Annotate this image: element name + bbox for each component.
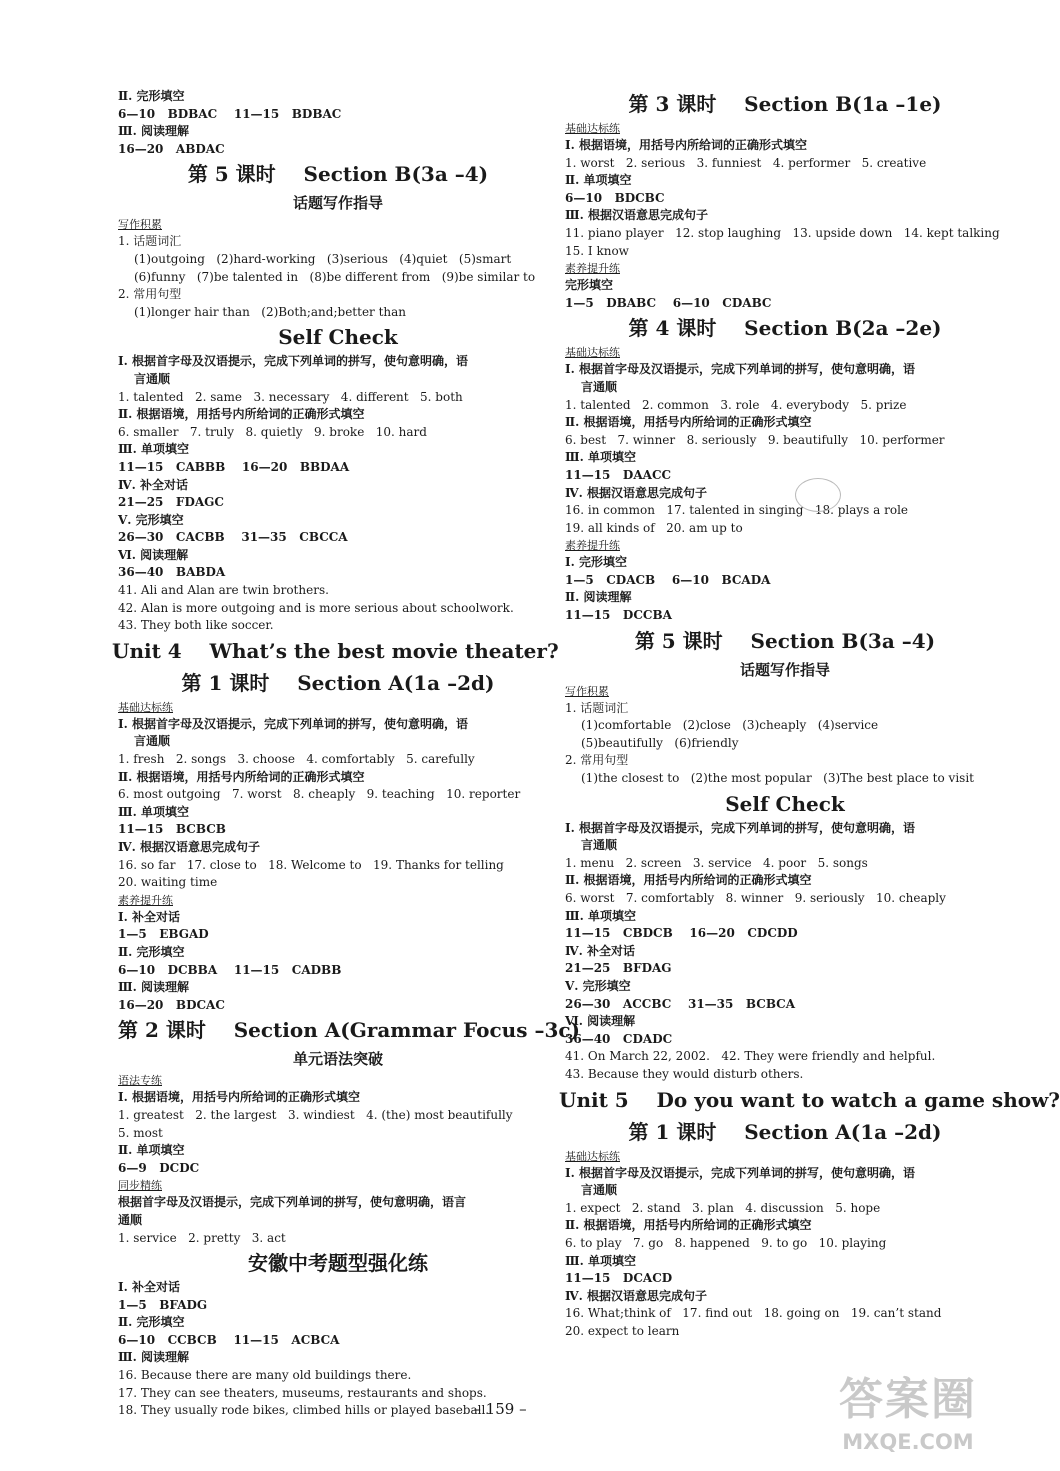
answer-line: 11. piano player 12. stop laughing 13. upside down 14. kept talking <box>565 225 1000 240</box>
right-column <box>559 88 1060 1340</box>
answer-line: 6. smaller 7. truly 8. quietly 9. broke 10. hard <box>118 424 427 439</box>
lesson-title: 第 1 课时 Section A(1a –2d) <box>181 670 495 695</box>
question-heading: Ⅳ. 根据汉语意思完成句子 <box>565 485 707 500</box>
answer-line: 16. Because there are many old buildings there. <box>118 1368 412 1383</box>
question-heading: Ⅲ. 单项填空 <box>118 442 189 457</box>
lesson-title: 第 5 课时 Section B(3a –4) <box>634 628 936 653</box>
question-heading: 根据首字母及汉语提示，完成下列单词的拼写，使句意明确，语言 <box>118 1195 467 1210</box>
answer-line: 43. They both like soccer. <box>118 618 274 633</box>
answer-line: 20. expect to learn <box>565 1323 680 1338</box>
question-heading: 36—40 BABDA <box>118 565 226 580</box>
question-heading-continued: 言通顺 <box>581 379 618 394</box>
question-heading: 26—30 ACCBC 31—35 BCBCA <box>565 996 796 1011</box>
question-heading: 1—5 BFADG <box>118 1297 208 1312</box>
lesson-title: 第 5 课时 Section B(3a –4) <box>187 162 489 187</box>
practice-label: 语法专练 <box>118 1074 162 1088</box>
question-heading: Ⅰ. 补全对话 <box>118 909 180 924</box>
question-heading: 36—40 CDADC <box>565 1031 673 1046</box>
question-heading: Ⅰ. 根据首字母及汉语提示，完成下列单词的拼写，使句意明确，语 <box>565 362 915 377</box>
answer-line: 15. I know <box>565 243 629 258</box>
page-number: – 159 – <box>473 1400 527 1418</box>
question-heading: Ⅱ. 根据语境，用括号内所给词的正确形式填空 <box>565 873 812 888</box>
question-heading: Ⅰ. 根据首字母及汉语提示，完成下列单词的拼写，使句意明确，语 <box>565 820 915 835</box>
question-heading: Ⅱ. 单项填空 <box>118 1143 185 1158</box>
unit-title: Unit 5 Do you want to watch a game show? <box>559 1087 1060 1112</box>
question-heading: Ⅲ. 单项填空 <box>118 804 189 819</box>
question-heading: 26—30 CACBB 31—35 CBCCA <box>118 530 348 545</box>
practice-label: 基础达标练 <box>118 700 173 714</box>
practice-label: 基础达标练 <box>565 122 620 135</box>
lesson-title: Self Check <box>278 325 398 350</box>
answer-line: 2. 常用句型 <box>118 287 182 302</box>
answer-line: 41. Ali and Alan are twin brothers. <box>118 583 329 598</box>
question-heading: 完形填空 <box>565 278 614 293</box>
question-heading: 16—20 BDCAC <box>118 997 225 1012</box>
unit-title: Unit 4 What’s the best movie theater? <box>112 638 559 663</box>
question-heading: Ⅲ. 阅读理解 <box>118 1350 189 1365</box>
answer-line: 5. most <box>118 1125 163 1140</box>
answer-line: 1. talented 2. common 3. role 4. everybody 5. prize <box>565 397 907 412</box>
answer-line: 19. all kinds of 20. am up to <box>565 520 743 535</box>
lesson-title: 第 2 课时 Section A(Grammar Focus –3c) <box>118 1018 581 1043</box>
answer-line: 43. Because they would disturb others. <box>565 1066 804 1081</box>
answer-line: 42. Alan is more outgoing and is more serious about schoolwork. <box>118 600 514 615</box>
question-heading: Ⅰ. 完形填空 <box>565 555 627 570</box>
answer-line-indented: (1)longer hair than (2)Both;and;better than <box>134 304 407 319</box>
question-heading: Ⅳ. 补全对话 <box>118 477 188 492</box>
question-heading: Ⅴ. 完形填空 <box>565 978 631 993</box>
answer-line: 1. greatest 2. the largest 3. windiest 4. (the) most beautifully <box>118 1107 513 1122</box>
answer-line-indented: (6)funny (7)be talented in (8)be different from (9)be similar to <box>134 269 536 284</box>
question-heading: 1—5 DBABC 6—10 CDABC <box>565 295 772 310</box>
question-heading: 6—10 CCBCB 11—15 ACBCA <box>118 1332 340 1347</box>
section-subtitle: 话题写作指导 <box>292 194 383 213</box>
question-heading: 1—5 EBGAD <box>118 927 209 942</box>
answer-line: 16. What;think of 17. find out 18. going on 19. can’t stand <box>565 1306 942 1321</box>
answer-line: 1. expect 2. stand 3. plan 4. discussion 5. hope <box>565 1200 881 1215</box>
answer-line: 1. worst 2. serious 3. funniest 4. performer 5. creative <box>565 155 927 170</box>
question-heading: 11—15 DAACC <box>565 467 672 482</box>
watermark-url: MXQE.COM <box>842 1430 974 1454</box>
question-heading: 11—15 BCBCB <box>118 822 226 837</box>
lesson-title: 第 1 课时 Section A(1a –2d) <box>628 1119 942 1144</box>
answer-line: 17. They can see theaters, museums, restaurants and shops. <box>118 1385 487 1400</box>
question-heading: 1—5 CDACB 6—10 BCADA <box>565 572 771 587</box>
question-heading: Ⅵ. 阅读理解 <box>565 1014 636 1029</box>
answer-line: 16. in common 17. talented in singing 18. plays a role <box>565 503 909 518</box>
answer-line: 18. They usually rode bikes, climbed hills or played baseball. <box>118 1403 490 1418</box>
answer-line: 1. 话题词汇 <box>565 700 629 715</box>
question-heading: Ⅰ. 补全对话 <box>118 1280 180 1295</box>
question-heading: Ⅲ. 单项填空 <box>565 908 636 923</box>
question-heading: Ⅱ. 根据语境，用括号内所给词的正确形式填空 <box>118 769 365 784</box>
question-heading: 通顺 <box>118 1212 143 1227</box>
lesson-title: 第 3 课时 Section B(1a –1e) <box>628 92 942 116</box>
answer-line: 1. talented 2. same 3. necessary 4. different 5. both <box>118 389 463 404</box>
question-heading: 11—15 CABBB 16—20 BBDAA <box>118 459 350 474</box>
question-heading: Ⅱ. 完形填空 <box>118 1315 185 1330</box>
practice-label: 写作积累 <box>118 218 162 232</box>
answer-line: 41. On March 22, 2002. 42. They were friendly and helpful. <box>565 1049 936 1064</box>
question-heading: Ⅲ. 单项填空 <box>565 1253 636 1268</box>
answer-line: 6. to play 7. go 8. happened 9. to go 10. playing <box>565 1235 887 1250</box>
question-heading: Ⅵ. 阅读理解 <box>118 547 189 562</box>
site-watermark <box>828 1371 988 1463</box>
question-heading-continued: 言通顺 <box>581 1183 618 1198</box>
question-heading: Ⅴ. 完形填空 <box>118 512 184 527</box>
question-heading: 6—10 DCBBA 11—15 CADBB <box>118 962 342 977</box>
question-heading: Ⅰ. 根据语境，用括号内所给词的正确形式填空 <box>118 1090 360 1105</box>
question-heading: Ⅲ. 根据汉语意思完成句子 <box>565 208 708 223</box>
answer-line-indented: (1)the closest to (2)the most popular (3)The best place to visit <box>581 771 974 786</box>
question-heading: Ⅳ. 根据汉语意思完成句子 <box>565 1288 707 1303</box>
practice-label: 基础达标练 <box>565 346 620 360</box>
practice-label: 基础达标练 <box>565 1149 620 1163</box>
practice-label: 写作积累 <box>565 684 609 698</box>
answer-line: 2. 常用句型 <box>565 753 629 768</box>
question-heading: Ⅳ. 根据汉语意思完成句子 <box>118 840 260 854</box>
answer-line: 1. 话题词汇 <box>118 234 182 249</box>
question-heading-continued: 言通顺 <box>134 734 171 749</box>
question-heading: 21—25 FDAGC <box>118 495 224 510</box>
watermark-logo: 答案圈 <box>839 1374 977 1425</box>
question-heading: Ⅰ. 根据首字母及汉语提示，完成下列单词的拼写，使句意明确，语 <box>118 354 468 369</box>
question-heading: Ⅰ. 根据语境，用括号内所给词的正确形式填空 <box>565 138 807 152</box>
answer-line: 1. fresh 2. songs 3. choose 4. comfortably 5. carefully <box>118 752 475 767</box>
lesson-title: 第 4 课时 Section B(2a –2e) <box>628 316 942 341</box>
question-heading: Ⅱ. 完形填空 <box>118 89 185 103</box>
answer-line-indented: (1)comfortable (2)close (3)cheaply (4)service <box>581 718 879 733</box>
question-heading: Ⅳ. 补全对话 <box>565 943 635 958</box>
question-heading: Ⅱ. 根据语境，用括号内所给词的正确形式填空 <box>565 415 812 430</box>
question-heading: 21—25 BFDAG <box>565 961 672 976</box>
question-heading: Ⅰ. 根据首字母及汉语提示，完成下列单词的拼写，使句意明确，语 <box>565 1165 915 1180</box>
answer-line: 6. best 7. winner 8. seriously 9. beautifully 10. performer <box>565 432 945 447</box>
question-heading: Ⅲ. 阅读理解 <box>118 124 189 139</box>
practice-label: 素养提升练 <box>565 539 620 553</box>
answer-line: 1. menu 2. screen 3. service 4. poor 5. songs <box>565 855 868 870</box>
question-heading: 11—15 CBDCB 16—20 CDCDD <box>565 926 798 941</box>
answer-line: 16. so far 17. close to 18. Welcome to 19. Thanks for telling <box>118 857 504 872</box>
question-heading: Ⅱ. 根据语境，用括号内所给词的正确形式填空 <box>565 1218 812 1233</box>
answer-line-indented: (5)beautifully (6)friendly <box>581 735 739 750</box>
question-heading: Ⅲ. 单项填空 <box>565 450 636 465</box>
question-heading-continued: 言通顺 <box>581 838 618 853</box>
question-heading: Ⅱ. 完形填空 <box>118 944 185 959</box>
question-heading: 6—10 BDCBC <box>565 190 665 205</box>
left-column <box>112 88 581 1420</box>
answer-line-indented: (1)outgoing (2)hard-working (3)serious (4)quiet (5)smart <box>134 251 512 266</box>
question-heading: Ⅱ. 阅读理解 <box>565 590 632 605</box>
lesson-title: Self Check <box>725 791 845 816</box>
question-heading-continued: 言通顺 <box>134 371 171 386</box>
answer-line: 6. worst 7. comfortably 8. winner 9. seriously 10. cheaply <box>565 891 946 905</box>
question-heading: Ⅰ. 根据首字母及汉语提示，完成下列单词的拼写，使句意明确，语 <box>118 716 468 731</box>
question-heading: Ⅲ. 阅读理解 <box>118 980 189 995</box>
practice-label: 素养提升练 <box>118 893 173 907</box>
question-heading: Ⅱ. 根据语境，用括号内所给词的正确形式填空 <box>118 407 365 422</box>
question-heading: 6—10 BDBAC 11—15 BDBAC <box>118 106 342 121</box>
inspection-stamp-icon <box>795 478 841 512</box>
answer-line: 1. service 2. pretty 3. act <box>118 1230 286 1245</box>
lesson-title: 安徽中考题型强化练 <box>248 1251 428 1276</box>
question-heading: 16—20 ABDAC <box>118 141 225 156</box>
section-subtitle: 话题写作指导 <box>739 660 830 679</box>
answer-line: 20. waiting time <box>118 875 218 890</box>
question-heading: 11—15 DCCBA <box>565 608 672 623</box>
practice-label: 素养提升练 <box>565 262 620 276</box>
question-heading: Ⅱ. 单项填空 <box>565 173 632 188</box>
question-heading: 6—9 DCDC <box>118 1160 200 1175</box>
answer-line: 6. most outgoing 7. worst 8. cheaply 9. teaching 10. reporter <box>118 787 521 802</box>
question-heading: 11—15 DCACD <box>565 1271 673 1286</box>
practice-label: 同步精练 <box>118 1179 162 1193</box>
section-subtitle: 单元语法突破 <box>292 1050 383 1069</box>
